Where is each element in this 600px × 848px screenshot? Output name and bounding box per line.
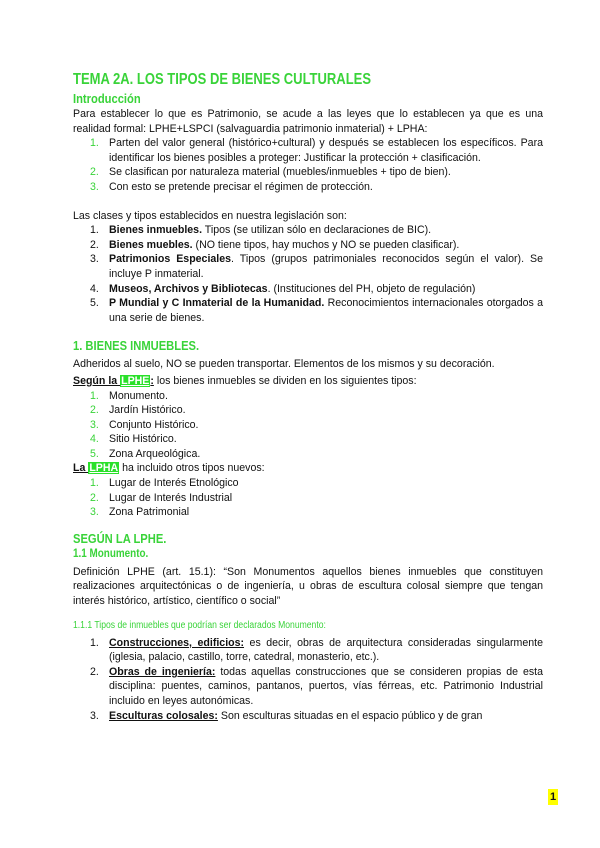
section1-paragraph: Adheridos al suelo, NO se pueden transportar. Elementos de los mismos y su decoración. — [73, 358, 495, 371]
lpha-types-list — [73, 476, 543, 520]
list-item: 1. Construcciones, edificios: es decir, obras de arquitectura consideradas singularmente (iglesia, palacio, castillo, torre, catedral, monasterio, etc.). — [90, 636, 543, 664]
section1-heading: 1. BIENES INMUEBLES. — [73, 338, 200, 354]
intro-paragraph: Para establecer lo que es Patrimonio, se acude a las leyes que lo establecen ya que es una realidad formal: LPHE+LSPCI (salvaguardia patrimonio inmaterial) + LPHA: — [73, 108, 543, 135]
list-item: 2. Obras de ingeniería: todas aquellas construcciones que se consideren propias de esta disciplina: puentes, caminos, pantanos, puertos, vías férreas, etc. Patrimonio Industrial incluido en leyes autonómicas. — [90, 665, 543, 707]
list-item: 3. Patrimonios Especiales. Tipos (grupos patrimoniales reconocidos según el valor). Se incluye P inmaterial. — [90, 253, 543, 280]
clases-intro: Las clases y tipos establecidos en nuestra legislación son: — [73, 209, 347, 222]
clases-list — [73, 223, 543, 325]
list-item: 2. Bienes muebles. (NO tiene tipos, hay muchos y NO se pueden clasificar). — [90, 238, 460, 251]
lphe-line: Según la LPHE: los bienes inmuebles se dividen en los siguientes tipos: — [73, 374, 417, 387]
document-page — [73, 70, 543, 723]
section2-heading: SEGÚN LA LPHE. — [73, 530, 167, 546]
list-item: 3. Zona Patrimonial — [90, 506, 190, 519]
lphe-types-list — [73, 389, 543, 462]
page-number: 1 — [549, 791, 557, 803]
intro-heading: Introducción — [73, 91, 141, 106]
list-item: 5. P Mundial y C Inmaterial de la Humanidad. Reconocimientos internacionales otorgados a una serie de bienes. — [90, 297, 543, 324]
list-item: 1. Monumento. — [90, 389, 168, 402]
list-item: 5. Zona Arqueológica. — [90, 447, 201, 460]
list-item: 1. Parten del valor general (histórico+cultural) y después se establecen los específicos. Para identificar los bienes posibles a proteger: Justificar la protección + clasificación. — [90, 137, 543, 164]
list-item: 3. Con esto se pretende precisar el régimen de protección. — [90, 180, 373, 193]
definition-paragraph: Definición LPHE (art. 15.1): “Son Monumentos aquellos bienes inmuebles que constituyen realizaciones arquitectónicas o de ingeniería, u obras de escultura colosal siempre que tengan interés histórico, artístico, científico o social” — [73, 565, 543, 608]
list-item: 1. Bienes inmuebles. Tipos (se utilizan sólo en declaraciones de BIC). — [90, 224, 432, 237]
list-item: 3. Esculturas colosales: Son esculturas situadas en el espacio público y de gran — [90, 709, 483, 722]
page-title: TEMA 2A. LOS TIPOS DE BIENES CULTURALES — [73, 71, 372, 88]
tipos-list — [73, 636, 543, 724]
list-item: 2. Jardín Histórico. — [90, 404, 186, 417]
list-item: 3. Conjunto Histórico. — [90, 418, 199, 431]
list-item: 2. Se clasifican por naturaleza material (muebles/inmuebles + tipo de bien). — [90, 166, 451, 179]
list-item: 4. Sitio Histórico. — [90, 433, 177, 446]
list-item: 1. Lugar de Interés Etnológico — [90, 477, 239, 490]
lpha-line: La LPHA ha incluido otros tipos nuevos: — [73, 462, 265, 475]
section2-subheading: 1.1 Monumento. — [73, 547, 149, 560]
list-item: 2. Lugar de Interés Industrial — [90, 491, 233, 504]
intro-list — [73, 136, 543, 194]
subsub-heading: 1.1.1 Tipos de inmuebles que podrían ser declarados Monumento: — [73, 619, 326, 631]
list-item: 4. Museos, Archivos y Bibliotecas. (Instituciones del PH, objeto de regulación) — [90, 282, 476, 295]
